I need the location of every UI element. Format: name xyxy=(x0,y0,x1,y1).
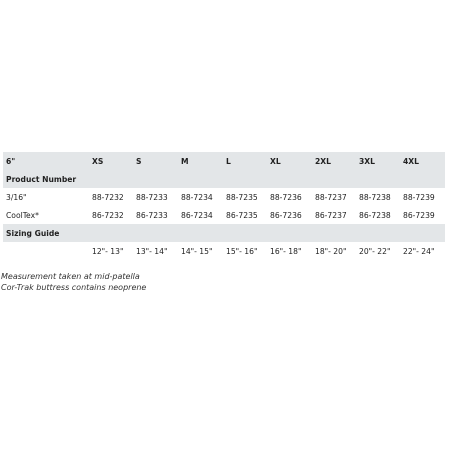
sizing-guide-title: Sizing Guide xyxy=(3,224,445,242)
material-note: Cor-Trak buttress contains neoprene xyxy=(1,283,147,292)
table-cell: 88-7232 xyxy=(90,188,134,206)
sizing-guide-section-header xyxy=(3,224,445,242)
length-label: 6" xyxy=(3,152,90,170)
size-3xl-header: 3XL xyxy=(357,152,401,170)
table-cell: 14"- 15" xyxy=(179,242,224,260)
footnotes xyxy=(1,271,146,293)
table-cell: 18"- 20" xyxy=(313,242,357,260)
row-label xyxy=(3,242,90,260)
size-m-header: M xyxy=(179,152,224,170)
sizing-guide-row xyxy=(3,242,445,260)
size-chart-table xyxy=(3,152,445,260)
table-cell: 88-7234 xyxy=(179,188,224,206)
size-4xl-header: 4XL xyxy=(401,152,445,170)
table-row xyxy=(3,206,445,224)
table-cell: 88-7233 xyxy=(134,188,179,206)
size-header-row xyxy=(3,152,445,170)
table-cell: 86-7238 xyxy=(357,206,401,224)
size-2xl-header: 2XL xyxy=(313,152,357,170)
size-xl-header: XL xyxy=(268,152,313,170)
product-number-title: Product Number xyxy=(3,170,445,188)
table-cell: 88-7236 xyxy=(268,188,313,206)
table-cell: 12"- 13" xyxy=(90,242,134,260)
table-cell: 13"- 14" xyxy=(134,242,179,260)
table-cell: 88-7239 xyxy=(401,188,445,206)
table-cell: 86-7239 xyxy=(401,206,445,224)
table-cell: 88-7235 xyxy=(224,188,268,206)
table-cell: 88-7238 xyxy=(357,188,401,206)
table-cell: 86-7236 xyxy=(268,206,313,224)
measurement-note: Measurement taken at mid-patella xyxy=(1,272,140,281)
table-cell: 20"- 22" xyxy=(357,242,401,260)
table-cell: 86-7235 xyxy=(224,206,268,224)
table-cell: 88-7237 xyxy=(313,188,357,206)
size-l-header: L xyxy=(224,152,268,170)
size-xs-header: XS xyxy=(90,152,134,170)
table-cell: 15"- 16" xyxy=(224,242,268,260)
row-label: 3/16" xyxy=(3,188,90,206)
table-cell: 86-7237 xyxy=(313,206,357,224)
table-cell: 16"- 18" xyxy=(268,242,313,260)
table-cell: 22"- 24" xyxy=(401,242,445,260)
row-label: CoolTex* xyxy=(3,206,90,224)
table-cell: 86-7232 xyxy=(90,206,134,224)
table-row xyxy=(3,188,445,206)
table-cell: 86-7233 xyxy=(134,206,179,224)
table-cell: 86-7234 xyxy=(179,206,224,224)
size-s-header: S xyxy=(134,152,179,170)
product-number-section-header xyxy=(3,170,445,188)
